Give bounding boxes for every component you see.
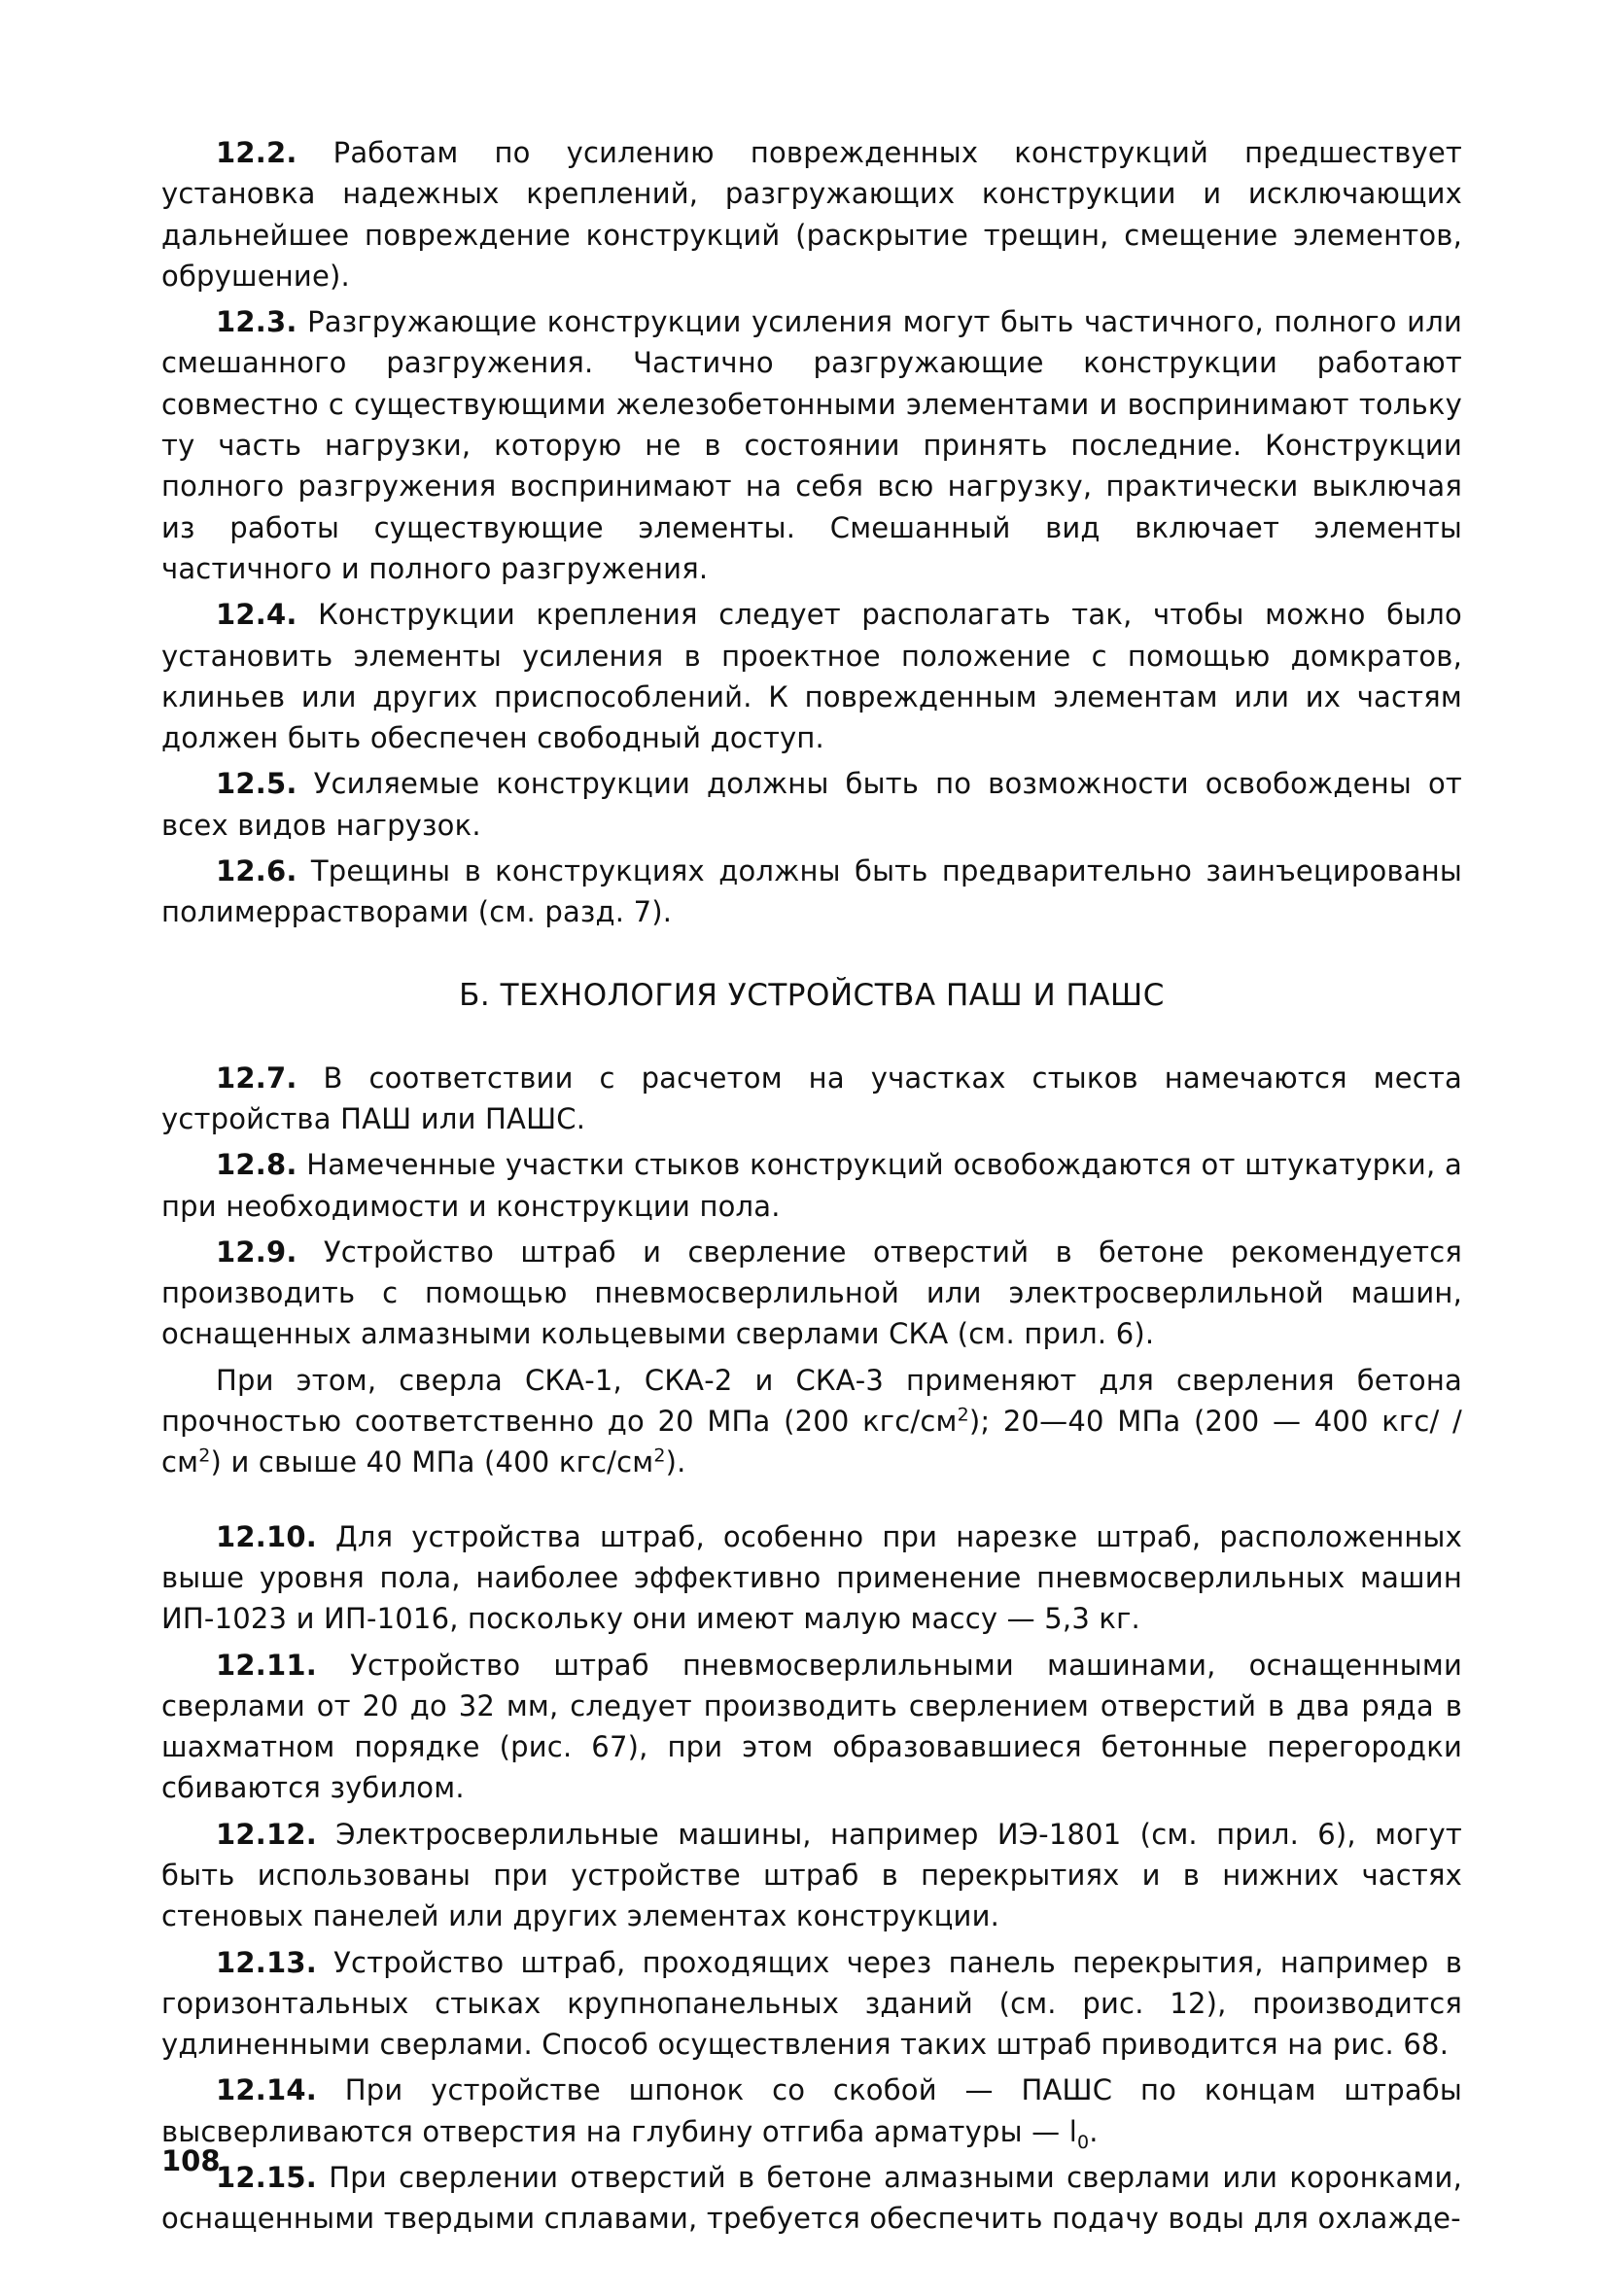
text-run: При этом, сверла СКА-1, СКА-2 и СКА-3 применяют для сверления бетона прочностью соответственно до 20 МПа (200 кгс/см [161,1363,1462,1439]
superscript: 2 [957,1404,969,1426]
superscript: 2 [653,1444,666,1467]
paragraph-12-11 [161,1645,1462,1809]
text-run: ); 20—40 МПа (200 — 400 кгс/ /см [161,1405,1462,1479]
paragraph-text: Электросверлильные машины, например ИЭ-1801 (см. прил. 6), могут быть использованы при устройстве штраб в перекрытиях и в нижних частях стеновых панелей или других элементах конструкции. [161,1817,1462,1933]
paragraph-12-10 [161,1516,1462,1640]
paragraph-number: 12.13. [216,1945,317,1979]
paragraph-12-13 [161,1942,1462,2066]
paragraph-text: Работам по усилению поврежденных конструкций предшествует установка надежных креплений, разгружающих конструкции и исключающих дальнейшее повреждение конструкций (раскрытие трещин, смещение элементов, обрушение). [161,136,1462,293]
paragraph-text: При сверлении отверстий в бетоне алмазными сверлами или коронками, оснащенными твердыми сплавами, требуется обеспечить подачу воды для охлажде- [161,2161,1462,2236]
paragraph-12-4 [161,594,1462,758]
paragraph-12-9 [161,1232,1462,1355]
paragraph-12-9-continued [161,1360,1462,1483]
paragraph-text: Намеченные участки стыков конструкций освобождаются от штукатурки, а при необходимости и конструкции пола. [161,1148,1462,1223]
paragraph-number: 12.4. [216,598,297,632]
paragraph-12-5 [161,763,1462,846]
paragraph-12-6 [161,851,1462,933]
paragraph-number: 12.2. [216,136,297,169]
paragraph-number: 12.5. [216,767,297,801]
subscript: 0 [1077,2131,1090,2153]
paragraph-12-2 [161,132,1462,296]
paragraph-number: 12.8. [216,1148,297,1182]
paragraph-text: Устройство штраб пневмосверлильными машинами, оснащенными сверлами от 20 до 32 мм, следует производить сверлением отверстий в два ряда в шахматном порядке (рис. 67), при этом образовавшиеся бетонные перегородки сбиваются зубилом. [161,1648,1462,1805]
paragraph-text: Устройство штраб и сверление отверстий в бетоне рекомендуется производить с помощью пневмосверлильной или электросверлильной машин, оснащенных алмазными кольцевыми сверлами СКА (см. прил. 6). [161,1235,1462,1351]
paragraph-12-3 [161,301,1462,589]
paragraph-text: Для устройства штраб, особенно при нарезке штраб, расположенных выше уровня пола, наиболее эффективно применение пневмосверлильных машин ИП-1023 и ИП-1016, поскольку они имеют малую массу — 5,3 кг. [161,1519,1462,1636]
page-number: 108 [161,2144,221,2177]
paragraph-number: 12.11. [216,1648,317,1682]
paragraph-number: 12.14. [216,2073,317,2107]
text-run: ) и свыше 40 МПа (400 кгс/см [210,1445,654,1479]
paragraph-number: 12.12. [216,1817,317,1851]
paragraph-12-15 [161,2157,1462,2240]
paragraph-text: Трещины в конструкциях должны быть предварительно заинъецированы полимеррастворами (см. разд. 7). [161,854,1462,929]
paragraph-number: 12.6. [216,854,297,888]
paragraph-text: В соответствии с расчетом на участках стыков намечаются места устройства ПАШ или ПАШС. [161,1061,1463,1135]
paragraph-12-14 [161,2070,1462,2152]
superscript: 2 [198,1444,211,1467]
paragraph-text: Конструкции крепления следует располагать так, чтобы можно было установить элементы усиления в проектное положение с помощью домкратов, клиньев или других приспособлений. К поврежденным элементам или их частям должен быть обеспечен свободный доступ. [161,598,1462,755]
paragraph-text: Усиляемые конструкции должны быть по возможности освобождены от всех видов нагрузок. [161,767,1463,842]
paragraph-number: 12.7. [216,1061,297,1095]
paragraph-number: 12.15. [216,2161,317,2195]
paragraph-12-8 [161,1144,1462,1227]
paragraph-number: 12.10. [216,1519,317,1553]
paragraph-text: Устройство штраб, проходящих через панель перекрытия, например в горизонтальных стыках крупнопанельных зданий (см. рис. 12), производится удлиненными сверлами. Способ осуществления таких штраб приводится на рис. 68. [161,1945,1462,2062]
text-run: . [1089,2114,1099,2148]
paragraph-text: При устройстве шпонок со скобой — ПАШС по концам штрабы высверливаются отверстия на глубину отгиба арматуры — l [161,2073,1462,2148]
section-title: Б. ТЕХНОЛОГИЯ УСТРОЙСТВА ПАШ И ПАШС [459,977,1165,1013]
paragraph-text: Разгружающие конструкции усиления могут быть частичного, полного или смешанного разгружения. Частично разгружающие конструкции работают совместно с существующими железобетонными элементами и воспринимают тольку ту часть нагрузки, которую не в состоянии принять последние. Конструкции полного разгружения воспринимают на себя всю нагрузку, практически выключая из работы существующие элементы. Смешанный вид включает элементы частичного и полного разгружения. [161,305,1462,585]
paragraph-number: 12.3. [216,305,297,339]
paragraph-12-7 [161,1058,1462,1140]
paragraph-number: 12.9. [216,1235,297,1269]
paragraph-12-12 [161,1814,1462,1937]
text-run: ). [665,1445,686,1479]
